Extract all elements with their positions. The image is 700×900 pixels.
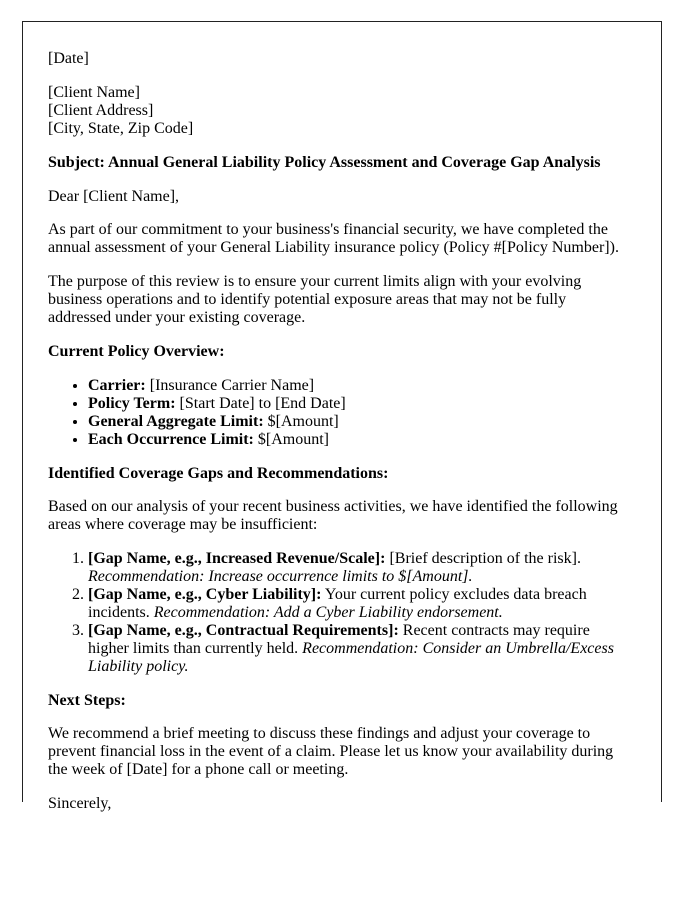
gap-recommendation: Recommendation: Add a Cyber Liability endorsement. (153, 603, 503, 621)
gap-label: [Gap Name, e.g., Contractual Requirements]: (88, 621, 399, 639)
gap-description: Your current policy excludes data breach incidents. (88, 586, 587, 621)
overview-item-label: Each Occurrence Limit: (88, 430, 254, 448)
coverage-gaps-intro: Based on our analysis of your recent business activities, we have identified the following areas where coverage may be insufficient: (48, 498, 618, 534)
overview-item-value: [Insurance Carrier Name] (145, 376, 315, 394)
overview-item-occurrence-limit (88, 431, 633, 449)
overview-item-label: Policy Term: (88, 394, 176, 412)
gap-recommendation: Recommendation: Increase occurrence limits to $[Amount]. (88, 568, 473, 586)
overview-item-label: Carrier: (88, 376, 146, 394)
overview-item-aggregate-limit (88, 413, 633, 431)
gap-description: [Brief description of the risk]. (385, 550, 581, 568)
date-line: [Date] (48, 50, 89, 67)
policy-overview-heading: Current Policy Overview: (48, 342, 225, 360)
coverage-gaps-heading: Identified Coverage Gaps and Recommendations: (48, 464, 389, 482)
recipient-block (48, 84, 633, 138)
next-steps-heading: Next Steps: (48, 691, 126, 709)
overview-item-value: $[Amount] (263, 412, 339, 430)
recipient-city-state-zip: [City, State, Zip Code] (48, 119, 194, 137)
gap-recommendation: Recommendation: Consider an Umbrella/Excess Liability policy. (88, 639, 614, 675)
coverage-gaps-list (48, 550, 633, 675)
gap-item-cyber-liability (88, 586, 633, 622)
next-steps-paragraph: We recommend a brief meeting to discuss these findings and adjust your coverage to prevent financial loss in the event of a claim. Please let us know your availability during the week of [Date] for a phone call or meeting. (48, 725, 614, 779)
overview-item-value: [Start Date] to [End Date] (175, 394, 346, 412)
gap-label: [Gap Name, e.g., Increased Revenue/Scale]: (88, 550, 386, 568)
overview-item-label: General Aggregate Limit: (88, 412, 264, 430)
gap-item-contractual-requirements (88, 622, 633, 676)
letter-document (22, 21, 662, 813)
overview-item-value: $[Amount] (253, 430, 329, 448)
subject-line: Subject: Annual General Liability Policy Assessment and Coverage Gap Analysis (48, 153, 601, 171)
intro-paragraph: As part of our commitment to your business's financial security, we have completed the annual assessment of your General Liability insurance policy (Policy #[Policy Number]). (48, 221, 619, 257)
gap-description: Recent contracts may require higher limits than currently held. (88, 621, 590, 657)
overview-item-carrier (88, 377, 633, 395)
overview-item-policy-term (88, 395, 633, 413)
gap-item-revenue-scale (88, 550, 633, 586)
recipient-address: [Client Address] (48, 101, 154, 119)
policy-overview-list (48, 377, 633, 449)
closing-line: Sincerely, (48, 795, 112, 813)
gap-label: [Gap Name, e.g., Cyber Liability]: (88, 586, 322, 604)
salutation: Dear [Client Name], (48, 187, 180, 205)
purpose-paragraph: The purpose of this review is to ensure your current limits align with your evolving business operations and to identify potential exposure areas that may not be fully addressed under your existing coverage. (48, 273, 582, 327)
recipient-name: [Client Name] (48, 83, 140, 101)
